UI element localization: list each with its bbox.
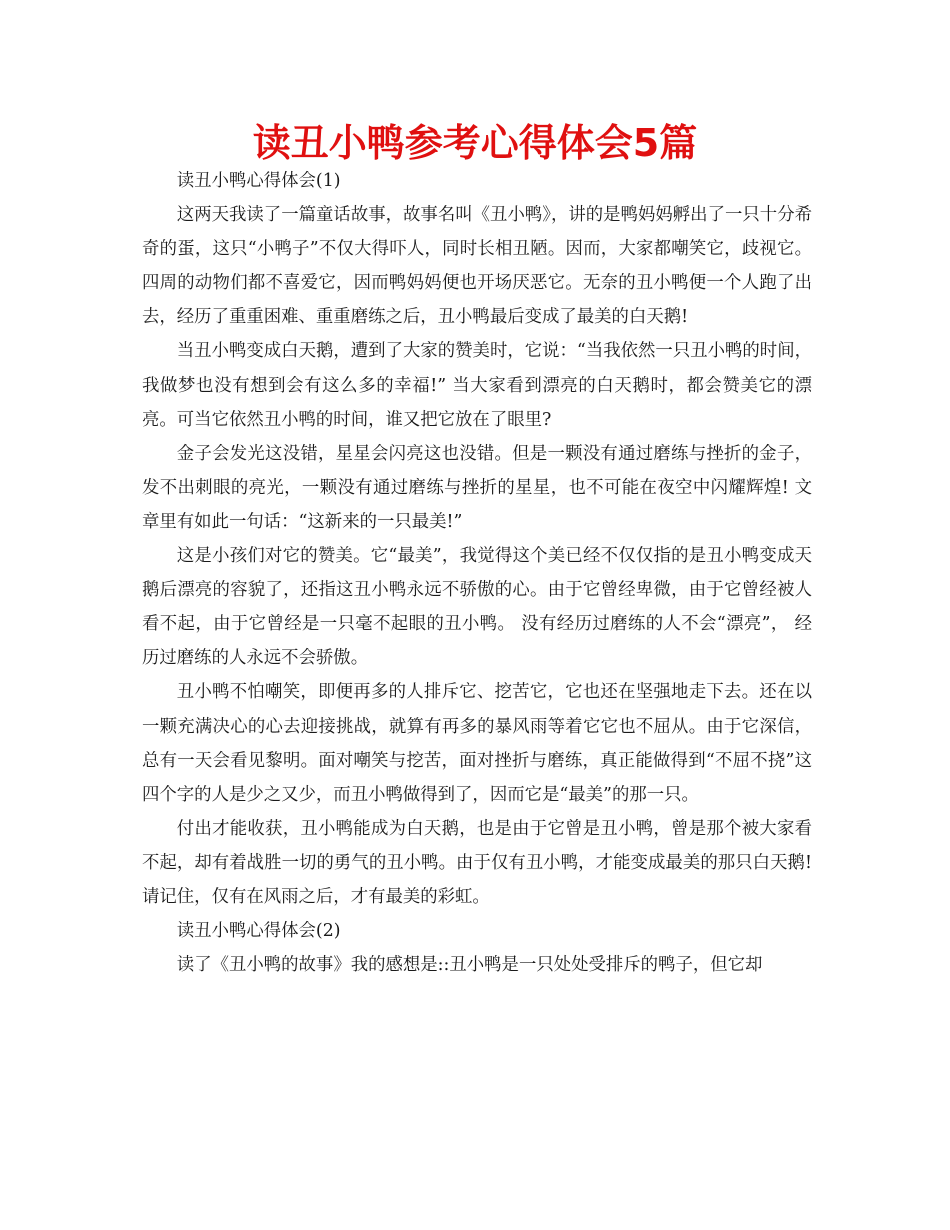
body-paragraph: 当丑小鸭变成白天鹅，遭到了大家的赞美时，它说：“当我依然一只丑小鸭的时间，我做梦也没有想到会有这么多的幸福!” 当大家看到漂亮的白天鹅时，都会赞美它的漂亮。可当它依然丑小鸭的时间，谁又把它放在了眼里?: [142, 341, 812, 430]
document-title: 读丑小鸭参考心得体会5篇: [252, 121, 698, 165]
body-paragraph: 读了《丑小鸭的故事》我的感想是::丑小鸭是一只处处受排斥的鸭子，但它却: [176, 955, 763, 976]
section-heading-1: 读丑小鸭心得体会(1): [176, 171, 341, 191]
body-paragraph: 这两天我读了一篇童话故事，故事名叫《丑小鸭》，讲的是鸭妈妈孵出了一只十分希奇的蛋，这只“小鸭子”不仅大得吓人，同时长相丑陋。因而，大家都嘲笑它，歧视它。四周的动物们都不喜爱它，因而鸭妈妈便也开场厌恶它。无奈的丑小鸭便一个人跑了出去，经历了重重困难、重重磨练之后，丑小鸭最后变成了最美的白天鹅!: [142, 205, 812, 328]
body-paragraph: 付出才能收获，丑小鸭能成为白天鹅，也是由于它曾是丑小鸭，曾是那个被大家看不起，却有着战胜一切的勇气的丑小鸭。由于仅有丑小鸭，才能变成最美的那只白天鹅! 请记住，仅有在风雨之后，才有最美的彩虹。: [142, 818, 812, 907]
body-paragraph: 金子会发光这没错，星星会闪亮这也没错。但是一颗没有通过磨练与挫折的金子，发不出刺眼的亮光，一颗没有通过磨练与挫折的星星，也不可能在夜空中闪耀辉煌! 文章里有如此一句话：“这新来的一只最美!”: [142, 443, 812, 532]
body-paragraph: 这是小孩们对它的赞美。它“最美”，我觉得这个美已经不仅仅指的是丑小鸭变成天鹅后漂亮的容貌了，还指这丑小鸭永远不骄傲的心。由于它曾经卑微，由于它曾经被人看不起，由于它曾经是一只毫不起眼的丑小鸭。 没有经历过磨练的人不会“漂亮”， 经历过磨练的人永远不会骄傲。: [142, 546, 812, 669]
section-heading-2: 读丑小鸭心得体会(2): [176, 921, 341, 942]
body-paragraph: 丑小鸭不怕嘲笑，即便再多的人排斥它、挖苦它，它也还在坚强地走下去。还在以一颗充满决心的心去迎接挑战，就算有再多的暴风雨等着它它也不屈从。由于它深信，总有一天会看见黎明。面对嘲笑与挖苦，面对挫折与磨练，真正能做得到“不屈不挠”这四个字的人是少之又少，而丑小鸭做得到了，因而它是“最美”的那一只。: [142, 682, 812, 805]
document-body: [142, 164, 812, 982]
